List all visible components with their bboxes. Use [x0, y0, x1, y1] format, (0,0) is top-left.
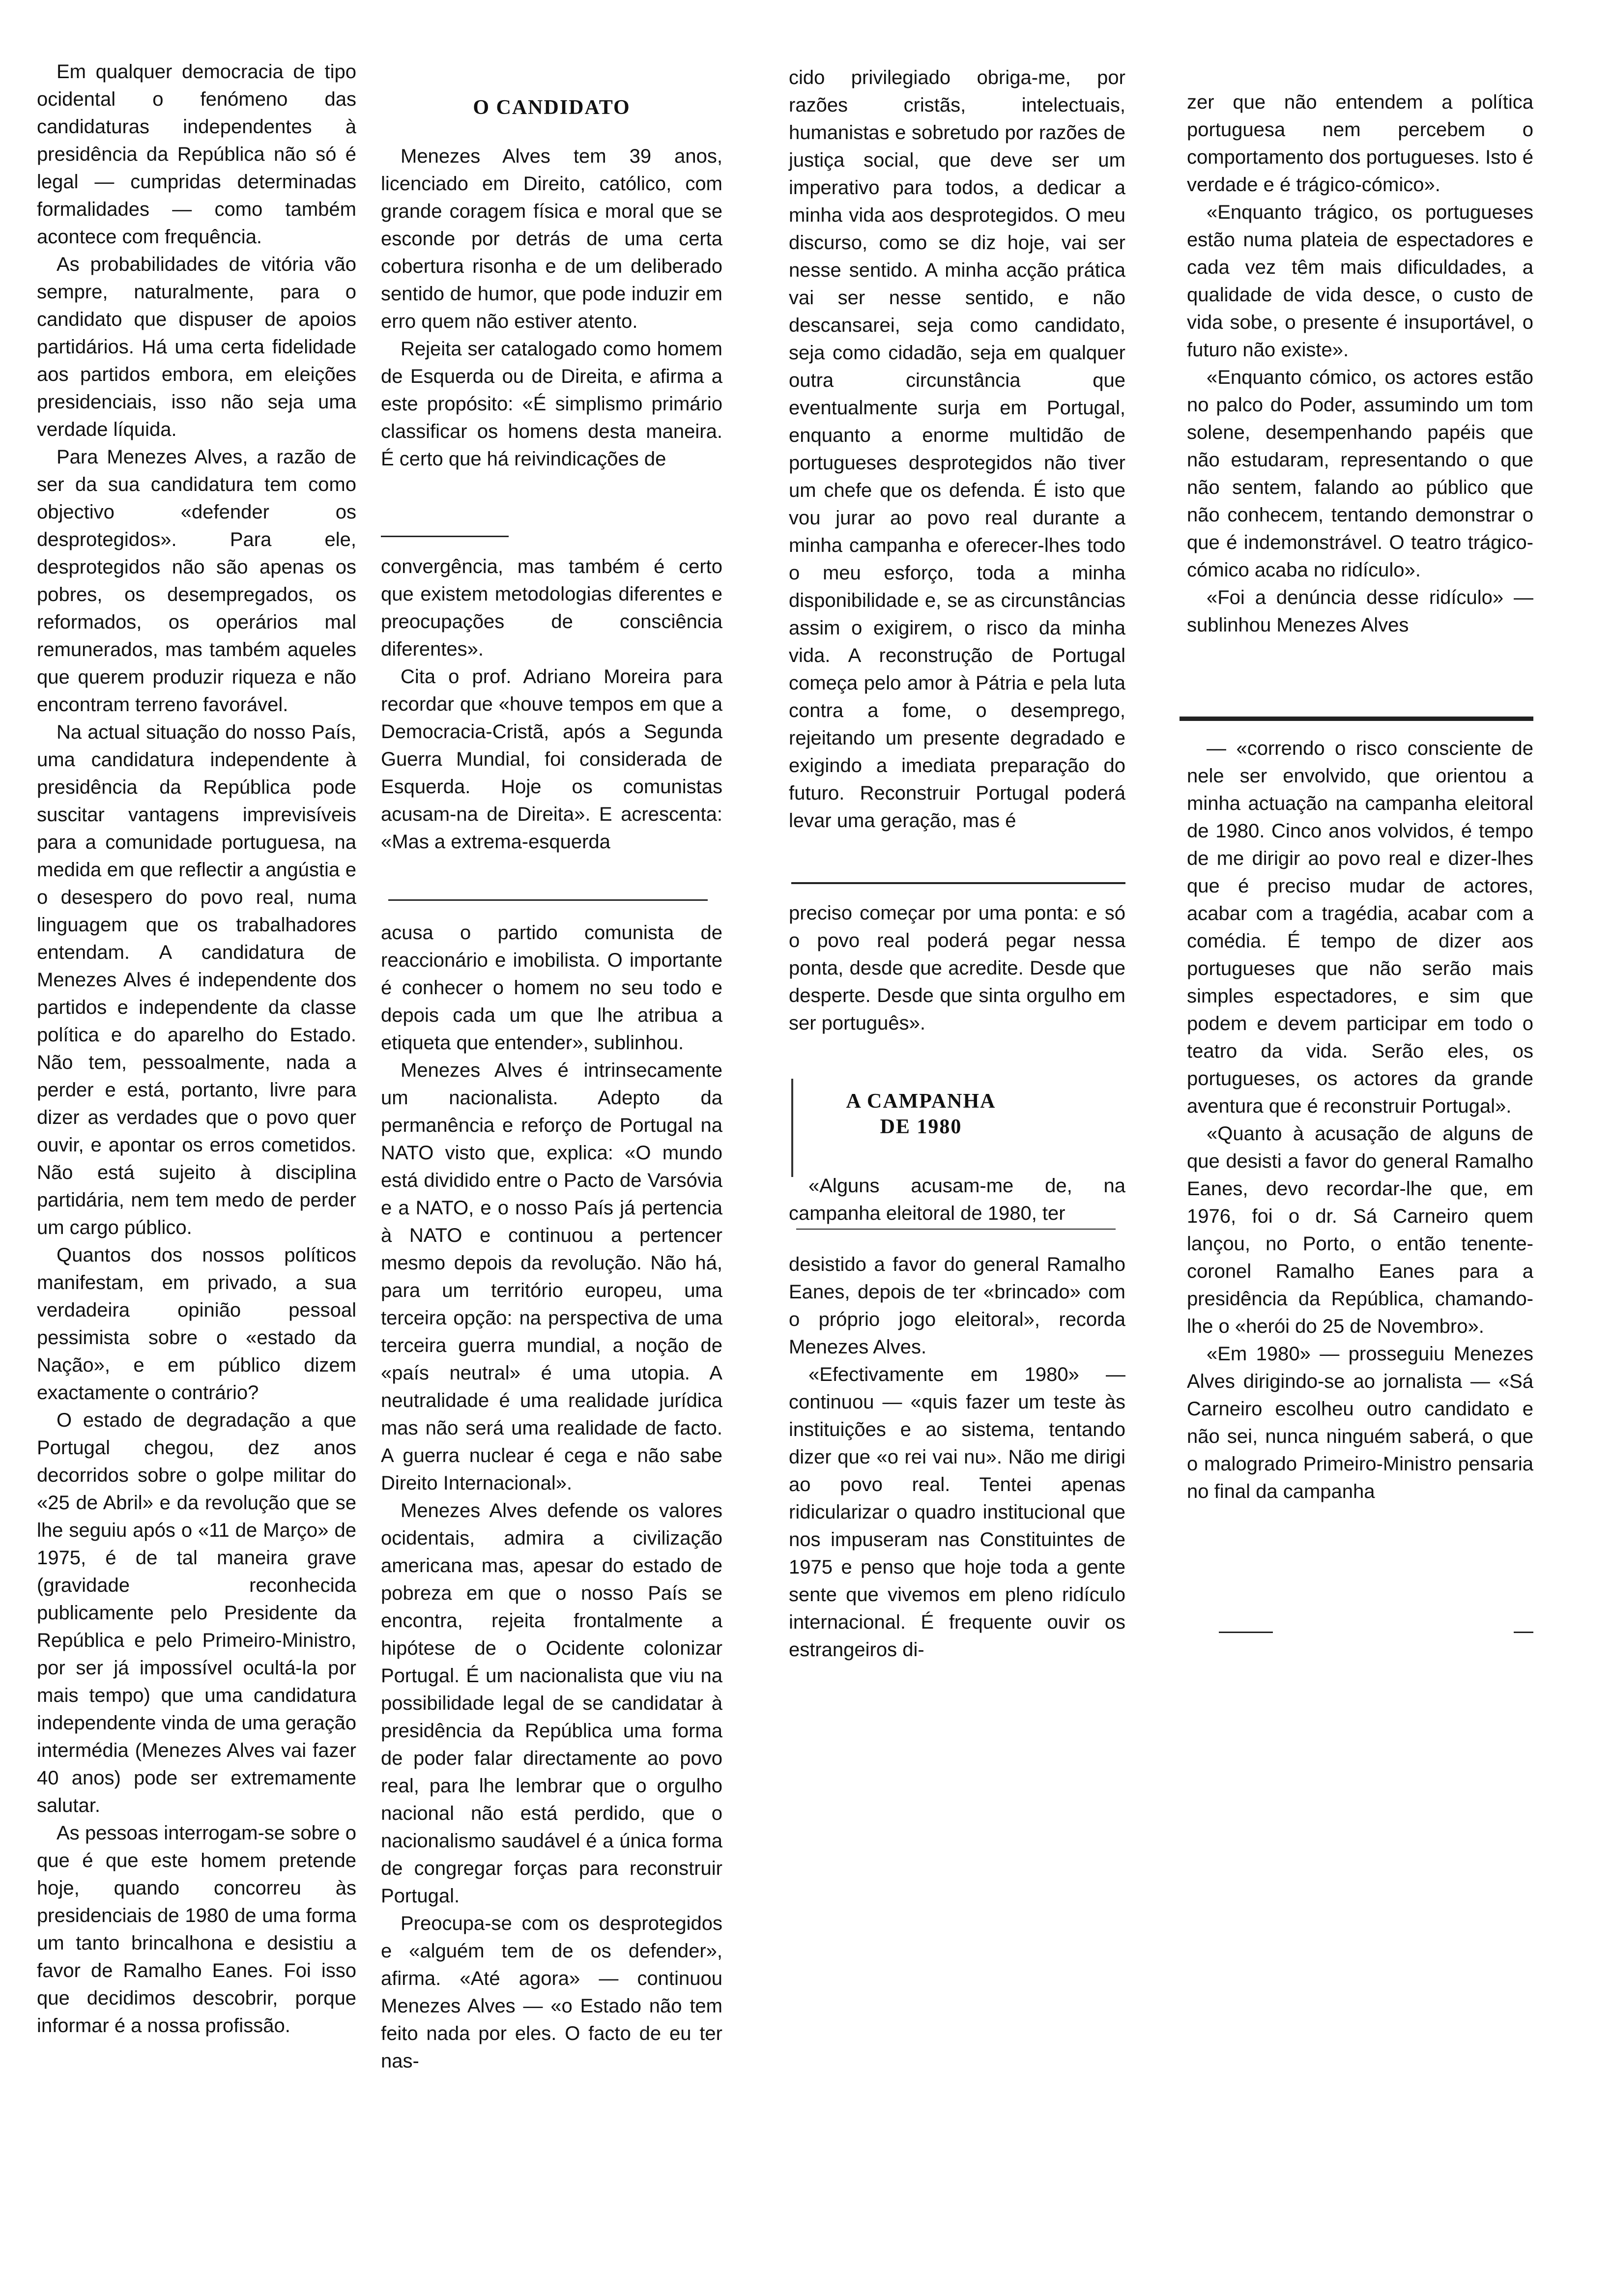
- column-divider: [381, 536, 509, 537]
- paragraph: Rejeita ser catalogado como homem de Esquerda ou de Direita, e afirma a este propósito: «É simplismo primário classificar os homens desta maneira. É certo que há reivindicações de: [381, 338, 722, 470]
- paragraph: Quantos dos nossos políticos manifestam, em privado, a sua verdadeira opinião pessoal pessimista sobre o «estado da Nação», e em público dizem exactamente o contrário?: [37, 1244, 356, 1404]
- paragraph: «Alguns acusam-me de, na campanha eleitoral de 1980, ter: [789, 1175, 1125, 1224]
- column-3-part-2: [789, 899, 1125, 1037]
- paragraph: Preocupa-se com os desprotegidos e «alguém tem de os defender», afirma. «Até agora» — continuou Menezes Alves — «o Estado não tem feito nada por eles. O facto de eu ter nas-: [381, 1913, 722, 2072]
- paragraph: O estado de degradação a que Portugal chegou, dez anos decorridos sobre o golpe militar do «25 de Abril» e da revolução que se lhe seguiu após o «11 de Março» de 1975, é de tal maneira grave (gravidade reconhecida publicamente pelo Presidente da República e pelo Primeiro-Ministro, por ser já impossível ocultá-la por mais tempo) que uma candidatura independente vinda de uma geração intermédia (Menezes Alves vai fazer 40 anos) pode ser extremamente salutar.: [37, 1409, 356, 1816]
- heading-line: DE 1980: [880, 1116, 962, 1138]
- section-title-o-candidato: O CANDIDATO: [473, 96, 631, 119]
- column-3-part-3: [789, 1172, 1125, 1227]
- paragraph: Menezes Alves é intrinsecamente um nacionalista. Adepto da permanência e reforço de Portugal na NATO visto que, explica: «O mundo está dividido entre o Pacto de Varsóvia e a NATO, e o nosso País já pertencia à NATO e continuou a pertencer mesmo depois da revolução. Não há, para um território europeu, uma terceira opção: na perspectiva de uma terceira guerra mundial, a noção de «país neutral» é uma utopia. A neutralidade é uma realidade jurídica mas não será uma realidade de facto. A guerra nuclear é cega e não sabe Direito Internacional».: [381, 1060, 722, 1494]
- paragraph: cido privilegiado obriga-me, por razões cristãs, intelectuais, humanistas e sobretudo por razões de justiça social, que deve ser um imperativo para todos, a dedicar a minha vida aos desprotegidos. O meu discurso, como se diz hoje, vai ser nesse sentido. A minha acção prática vai ser nesse sentido, e não descansarei, seja como candidato, seja como cidadão, seja em qualquer outra circunstância que eventualmente surja em Portugal, enquanto a enorme multidão de portugueses desprotegidos não tiver um chefe que os defenda. É isto que vou jurar ao povo real durante a minha campanha e oferecer-lhes todo o meu esforço, toda a minha disponibilidade e, se as circunstâncias assim o exigirem, o risco da minha vida. A reconstrução de Portugal começa pelo amor à Pátria e pela luta contra a fome, o desemprego, rejeitando um presente degradado e exigindo a imediata preparação do futuro. Reconstruir Portugal poderá levar uma geração, mas é: [789, 67, 1125, 832]
- paragraph: «Enquanto trágico, os portugueses estão numa plateia de espectadores e cada vez têm mais dificuldades, a qualidade de vida desce, o custo de vida sobe, o presente é insuportável, o futuro não existe».: [1187, 201, 1533, 361]
- section-heading-box: [791, 1079, 1044, 1177]
- paragraph: Menezes Alves defende os valores ocidentais, admira a civilização americana mas, apesar do estado de pobreza em que o nosso País se encontra, rejeita frontalmente a hipótese de o Ocidente colonizar Portugal. É um nacionalista que viu na possibilidade legal de se candidatar à presidência da República uma forma de poder falar directamente ao povo real, para lhe lembrar que o orgulho nacional não está perdido, que o nacionalismo saudável é a única forma de congregar forças para reconstruir Portugal.: [381, 1500, 722, 1907]
- section-title-a-campanha: [798, 1079, 1044, 1140]
- end-mark: [1514, 1632, 1533, 1633]
- paragraph: «Quanto à acusação de alguns de que desisti a favor do general Ramalho Eanes, devo recordar-lhe que, em 1976, foi o dr. Sá Carneiro quem lançou, no Porto, o então tenente-coronel Ramalho Eanes para a presidência da República, chamando-lhe o «herói do 25 de Novembro».: [1187, 1123, 1533, 1337]
- paragraph: preciso começar por uma ponta: e só o povo real poderá pegar nessa ponta, desde que acredite. Desde que desperte. Desde que sinta orgulho em ser português».: [789, 902, 1125, 1034]
- heading-line: A CAMPANHA: [846, 1090, 996, 1113]
- paragraph: convergência, mas também é certo que existem metodologias diferentes e preocupações de consciência diferentes».: [381, 556, 722, 660]
- paragraph: acusa o partido comunista de reaccionário e imobilista. O importante é conhecer o homem no seu todo e depois cada um que lhe atribua a etiqueta que entender», sublinhou.: [381, 922, 722, 1054]
- paragraph: «Efectivamente em 1980» — continuou — «quis fazer um teste às instituições e ao sistema, tentando dizer que «o rei vai nu». Não me dirigi ao povo real. Tentei apenas ridicularizar o quadro institucional que nos impuseram nas Constituintes de 1975 e penso que hoje toda a gente sente que vivemos em pleno ridículo internacional. É frequente ouvir os estrangeiros di-: [789, 1364, 1125, 1661]
- thick-column-divider: [1180, 717, 1533, 721]
- paragraph: Cita o prof. Adriano Moreira para recordar que «houve tempos em que a Democracia-Cristã, após a Segunda Guerra Mundial, foi considerada de Esquerda. Hoje os comunistas acusam-na de Direita». E acrescenta: «Mas a extrema-esquerda: [381, 666, 722, 853]
- column-divider: [796, 1229, 1116, 1230]
- column-3-part-1: [789, 64, 1125, 834]
- column-2-part-2: [381, 553, 722, 856]
- paragraph: desistido a favor do general Ramalho Eanes, depois de ter «brincado» com o próprio jogo eleitoral», recorda Menezes Alves.: [789, 1254, 1125, 1358]
- column-4-part-2: [1187, 735, 1533, 1505]
- end-mark: [1219, 1632, 1273, 1633]
- column-4-part-1: [1187, 88, 1533, 639]
- paragraph: As pessoas interrogam-se sobre o que é que este homem pretende hoje, quando concorreu às presidenciais de 1980 de uma forma um tanto brincalhona e desistiu a favor de Ramalho Eanes. Foi isso que decidimos descobrir, porque informar é a nossa profissão.: [37, 1822, 356, 2037]
- column-divider: [388, 899, 708, 901]
- paragraph: «Foi a denúncia desse ridículo» — sublinhou Menezes Alves: [1187, 587, 1533, 636]
- paragraph: — «correndo o risco consciente de nele ser envolvido, que orientou a minha actuação na campanha eleitoral de 1980. Cinco anos volvidos, é tempo de me dirigir ao povo real e dizer-lhes que é preciso mudar de actores, acabar com a tragédia, acabar com a comédia. É tempo de dizer aos portugueses que não serão mais simples espectadores, e sim que podem e devem participar em todo o teatro da vida. Serão eles, os portugueses, os actores da grande aventura que é reconstruir Portugal».: [1187, 738, 1533, 1117]
- paragraph: «Em 1980» — prosseguiu Menezes Alves dirigindo-se ao jornalista — «Sá Carneiro escolheu outro candidato e não sei, nunca ninguém saberá, o que o malogrado Primeiro-Ministro pensaria no final da campanha: [1187, 1343, 1533, 1502]
- paragraph: «Enquanto cómico, os actores estão no palco do Poder, assumindo um tom solene, desempenhando papéis que não estudaram, representando o que não sentem, falando ao público que não conhecem, tentando demonstrar o que é indemonstrável. O teatro trágico-cómico acaba no ridículo».: [1187, 367, 1533, 581]
- paragraph: zer que não entendem a política portuguesa nem percebem o comportamento dos portugueses. Isto é verdade e é trágico-cómico».: [1187, 91, 1533, 196]
- column-3-part-4: [789, 1251, 1125, 1664]
- paragraph: Em qualquer democracia de tipo ocidental o fenómeno das candidaturas independentes à presidência da República não só é legal — cumpridas determinadas formalidades — como também acontece com frequência.: [37, 61, 356, 248]
- paragraph: Para Menezes Alves, a razão de ser da sua candidatura tem como objectivo «defender os desprotegidos». Para ele, desprotegidos não são apenas os pobres, os desempregados, os reformados, os operários mal remunerados, mas também aqueles que querem produzir riqueza e não encontram terreno favorável.: [37, 446, 356, 716]
- column-1: [37, 58, 356, 2039]
- column-2-part-3: [381, 919, 722, 2075]
- paragraph: Na actual situação do nosso País, uma candidatura independente à presidência da República pode suscitar vantagens imprevisíveis para a comunidade portuguesa, na medida em que reflectir a angústia e o desespero do povo real, numa linguagem que os trabalhadores entendam. A candidatura de Menezes Alves é independente dos partidos e independente da classe política e do aparelho do Estado. Não tem, pessoalmente, nada a perder e está, portanto, livre para dizer as verdades que o povo quer ouvir, e apontar os erros cometidos. Não está sujeito à disciplina partidária, nem tem medo de perder um cargo público.: [37, 721, 356, 1238]
- paragraph: As probabilidades de vitória vão sempre, naturalmente, para o candidato que dispuser de apoios partidários. Há uma certa fidelidade aos partidos embora, em eleições presidenciais, isso não seja uma verdade líquida.: [37, 254, 356, 440]
- column-divider: [791, 882, 1125, 884]
- paragraph: Menezes Alves tem 39 anos, licenciado em Direito, católico, com grande coragem física e moral que se esconde por detrás de uma certa cobertura risonha e de um deliberado sentido de humor, que pode induzir em erro quem não estiver atento.: [381, 145, 722, 332]
- column-2-part-1: [381, 143, 722, 473]
